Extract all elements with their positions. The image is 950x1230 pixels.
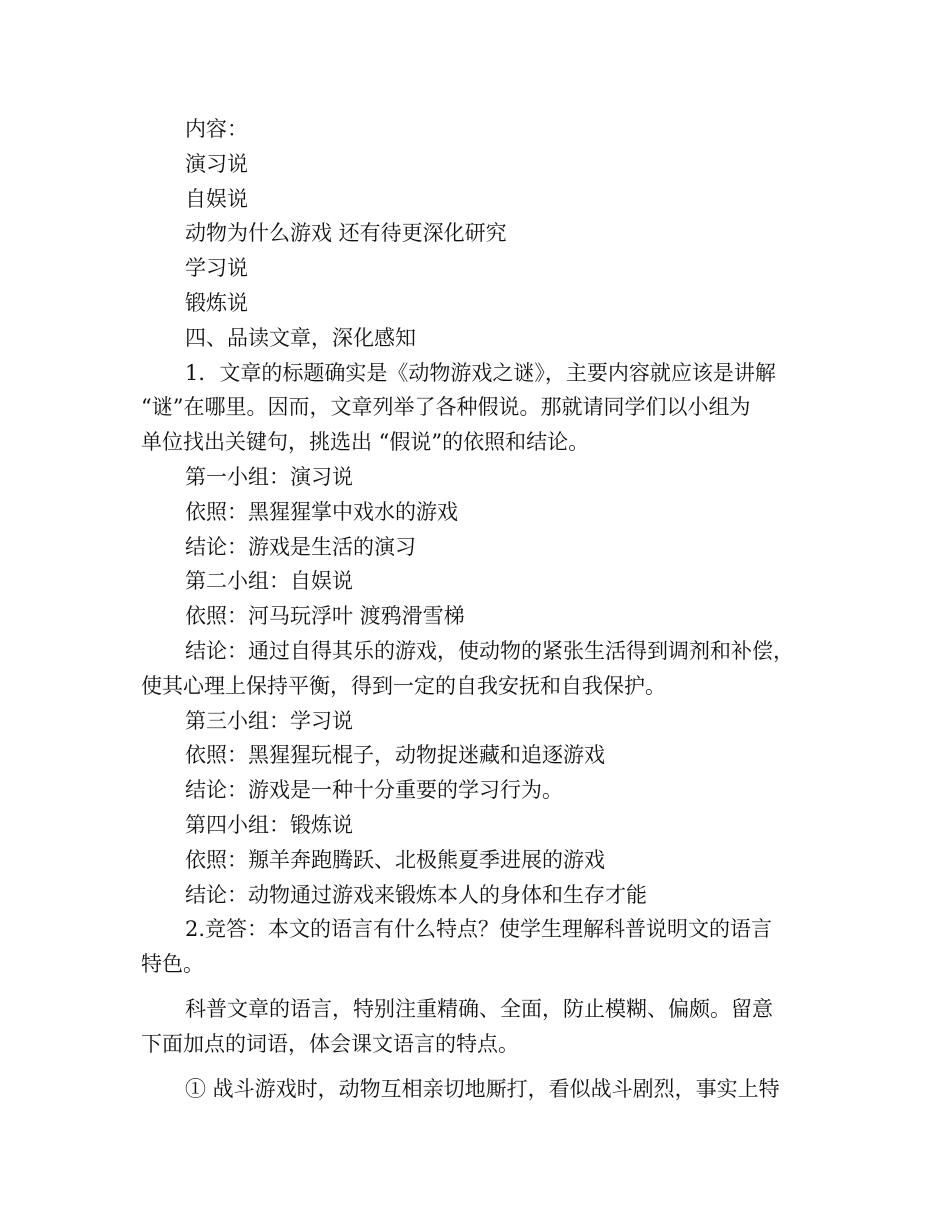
text-line: 动物为什么游戏 还有待更深化研究: [185, 221, 507, 246]
text-line: 第四小组：锻炼说: [185, 812, 353, 837]
text-line: 1．文章的标题确实是《动物游戏之谜》，主要内容就应该是讲解: [185, 360, 776, 385]
text-line: 第一小组：演习说: [185, 464, 353, 489]
section-heading: 四、品读文章，深化感知: [185, 325, 416, 350]
text-line: 结论：游戏是生活的演习: [185, 534, 416, 559]
text-line: 科普文章的语言，特别注重精确、全面，防止模糊、偏颇。留意: [185, 996, 773, 1021]
text-line: 锻炼说: [185, 290, 248, 315]
text-line: 依照：河马玩浮叶 渡鸦滑雪梯: [185, 604, 465, 629]
text-line: 自娱说: [185, 186, 248, 211]
text-line: 演习说: [185, 151, 248, 176]
text-line: “谜”在哪里。因而，文章列举了各种假说。那就请同学们以小组为: [141, 395, 751, 420]
text-line: 结论：游戏是一种十分重要的学习行为。: [185, 778, 563, 803]
text-line: 下面加点的词语，体会课文语言的特点。: [141, 1031, 519, 1056]
document-body: [141, 112, 821, 1106]
text-line: 单位找出关键句，挑选出 “假说”的依照和结论。: [141, 430, 590, 455]
text-line: ① 战斗游戏时，动物互相亲切地厮打，看似战斗剧烈，事实上特: [185, 1076, 780, 1101]
text-line: 第三小组：学习说: [185, 708, 353, 733]
text-line: 2.竞答：本文的语言有什么特点？使学生理解科普说明文的语言: [185, 917, 773, 942]
text-line: 内容：: [185, 117, 248, 141]
text-line: 第二小组：自娱说: [185, 569, 353, 594]
text-line: 学习说: [185, 256, 248, 281]
text-line: 使其心理上保持平衡，得到一定的自我安抚和自我保护。: [141, 673, 666, 698]
text-line: 特色。: [141, 952, 204, 977]
text-line: 依照：羱羊奔跑腾跃、北极熊夏季进展的游戏: [185, 847, 605, 872]
text-line: 结论：通过自得其乐的游戏，使动物的紧张生活得到调剂和补偿，: [185, 638, 794, 663]
text-line: 依照：黑猩猩玩棍子，动物捉迷藏和追逐游戏: [185, 743, 605, 768]
text-line: 依照：黑猩猩掌中戏水的游戏: [185, 499, 458, 524]
text-line: 结论：动物通过游戏来锻炼本人的身体和生存才能: [185, 882, 647, 907]
